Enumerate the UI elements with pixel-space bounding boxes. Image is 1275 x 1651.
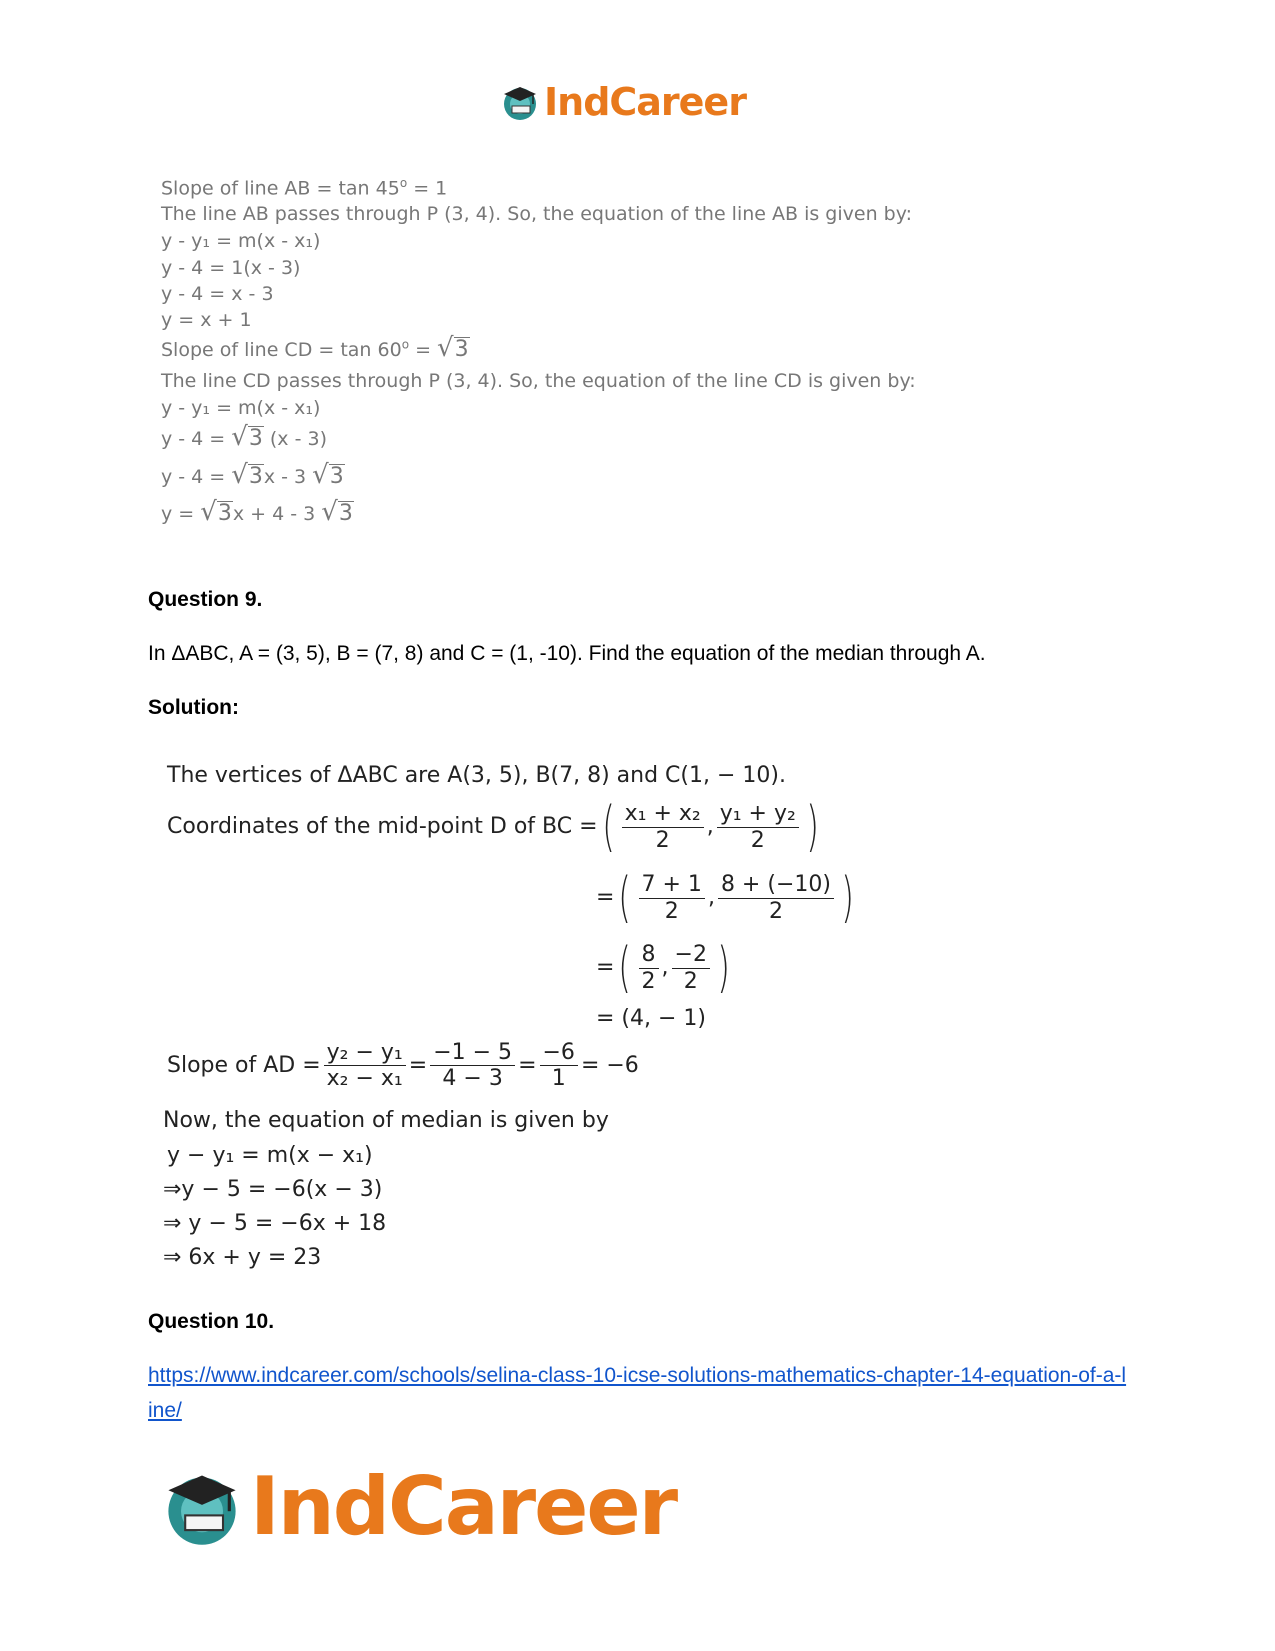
- math-line: y - 4 = √ 3 (x - 3): [161, 422, 327, 452]
- indcareer-logo-large: [160, 1460, 676, 1553]
- question-heading: Question 10.: [148, 1310, 275, 1333]
- math-line: y - y₁ = m(x - x₁): [161, 230, 321, 252]
- square-root: √ 3: [231, 422, 263, 452]
- math-line: Slope of line CD = $\tan 60^o$ = √ 3: [161, 333, 469, 363]
- math-line: y = x + 1: [161, 309, 252, 331]
- square-root: √ 3: [321, 497, 353, 527]
- square-root: √ 3: [312, 460, 344, 490]
- math-line: The line CD passes through P (3, 4). So, the equation of the line CD is given by:: [161, 370, 916, 392]
- midpoint-substitution: =( $\frac{7 + 1}{2}$ , $\frac{8 + (-10)}{2}$ ): [596, 866, 854, 929]
- math-line: y - 4 = x - 3: [161, 283, 274, 305]
- square-root: √ 3: [231, 460, 263, 490]
- square-root: √ 3: [437, 333, 469, 363]
- slope-formula: Slope of AD = $\frac{\text{y₂ − y₁}}{\text{x₂ − x₁}}$ = $\frac{-1 - 5}{4 - 3}$ = $\frac{-6}{1}$ = −6: [167, 1040, 639, 1092]
- midpoint-result: = (4, − 1): [596, 1006, 706, 1031]
- square-root: √ 3: [200, 497, 232, 527]
- math-line: y - 4 = 1(x - 3): [161, 257, 301, 279]
- question-text: In ΔABC, A = (3, 5), B = (7, 8) and C = (1, -10). Find the equation of the median through A.: [148, 642, 986, 665]
- math-line: The line AB passes through P (3, 4). So, the equation of the line AB is given by:: [161, 203, 912, 225]
- median-step: ⇒ 6x + y = 23: [163, 1245, 322, 1270]
- median-step: y − y₁ = m(x − x₁): [167, 1143, 373, 1168]
- brand-name: IndCareer: [250, 1460, 677, 1553]
- graduation-cap-icon: [500, 82, 540, 122]
- math-line: y = √ 3 x + 4 - 3 √ 3: [161, 497, 353, 527]
- brand-name: IndCareer: [544, 80, 746, 124]
- math-line: y - y₁ = m(x - x₁): [161, 397, 321, 419]
- graduation-cap-icon: [160, 1465, 244, 1549]
- median-step: ⇒y − 5 = −6(x − 3): [163, 1177, 383, 1202]
- midpoint-simplified: =( $\frac{8}{2}$ , $\frac{-2}{2}$ ): [596, 936, 730, 999]
- median-intro: Now, the equation of median is given by: [163, 1108, 609, 1133]
- midpoint-formula: Coordinates of the mid-point D of BC =( $\frac{\text{x₁ + x₂}}{2}$ , $\frac{\text{y₁ + y₂}}{2}$ ): [167, 795, 819, 858]
- median-step: ⇒ y − 5 = −6x + 18: [163, 1211, 387, 1236]
- source-link[interactable]: https://www.indcareer.com/schools/selina-class-10-icse-solutions-mathematics-chapter-14-equation-of-a-line/: [148, 1364, 1127, 1422]
- solution-label: Solution:: [148, 696, 239, 719]
- math-line: y - 4 = √ 3 x - 3 √ 3: [161, 460, 344, 490]
- math-line: Slope of line AB = $\tan 45^o = 1$: [161, 176, 448, 200]
- indcareer-logo: [500, 80, 746, 124]
- question-heading: Question 9.: [148, 588, 263, 611]
- solution-vertices: The vertices of ΔABC are A(3, 5), B(7, 8) and C(1, − 10).: [167, 763, 786, 788]
